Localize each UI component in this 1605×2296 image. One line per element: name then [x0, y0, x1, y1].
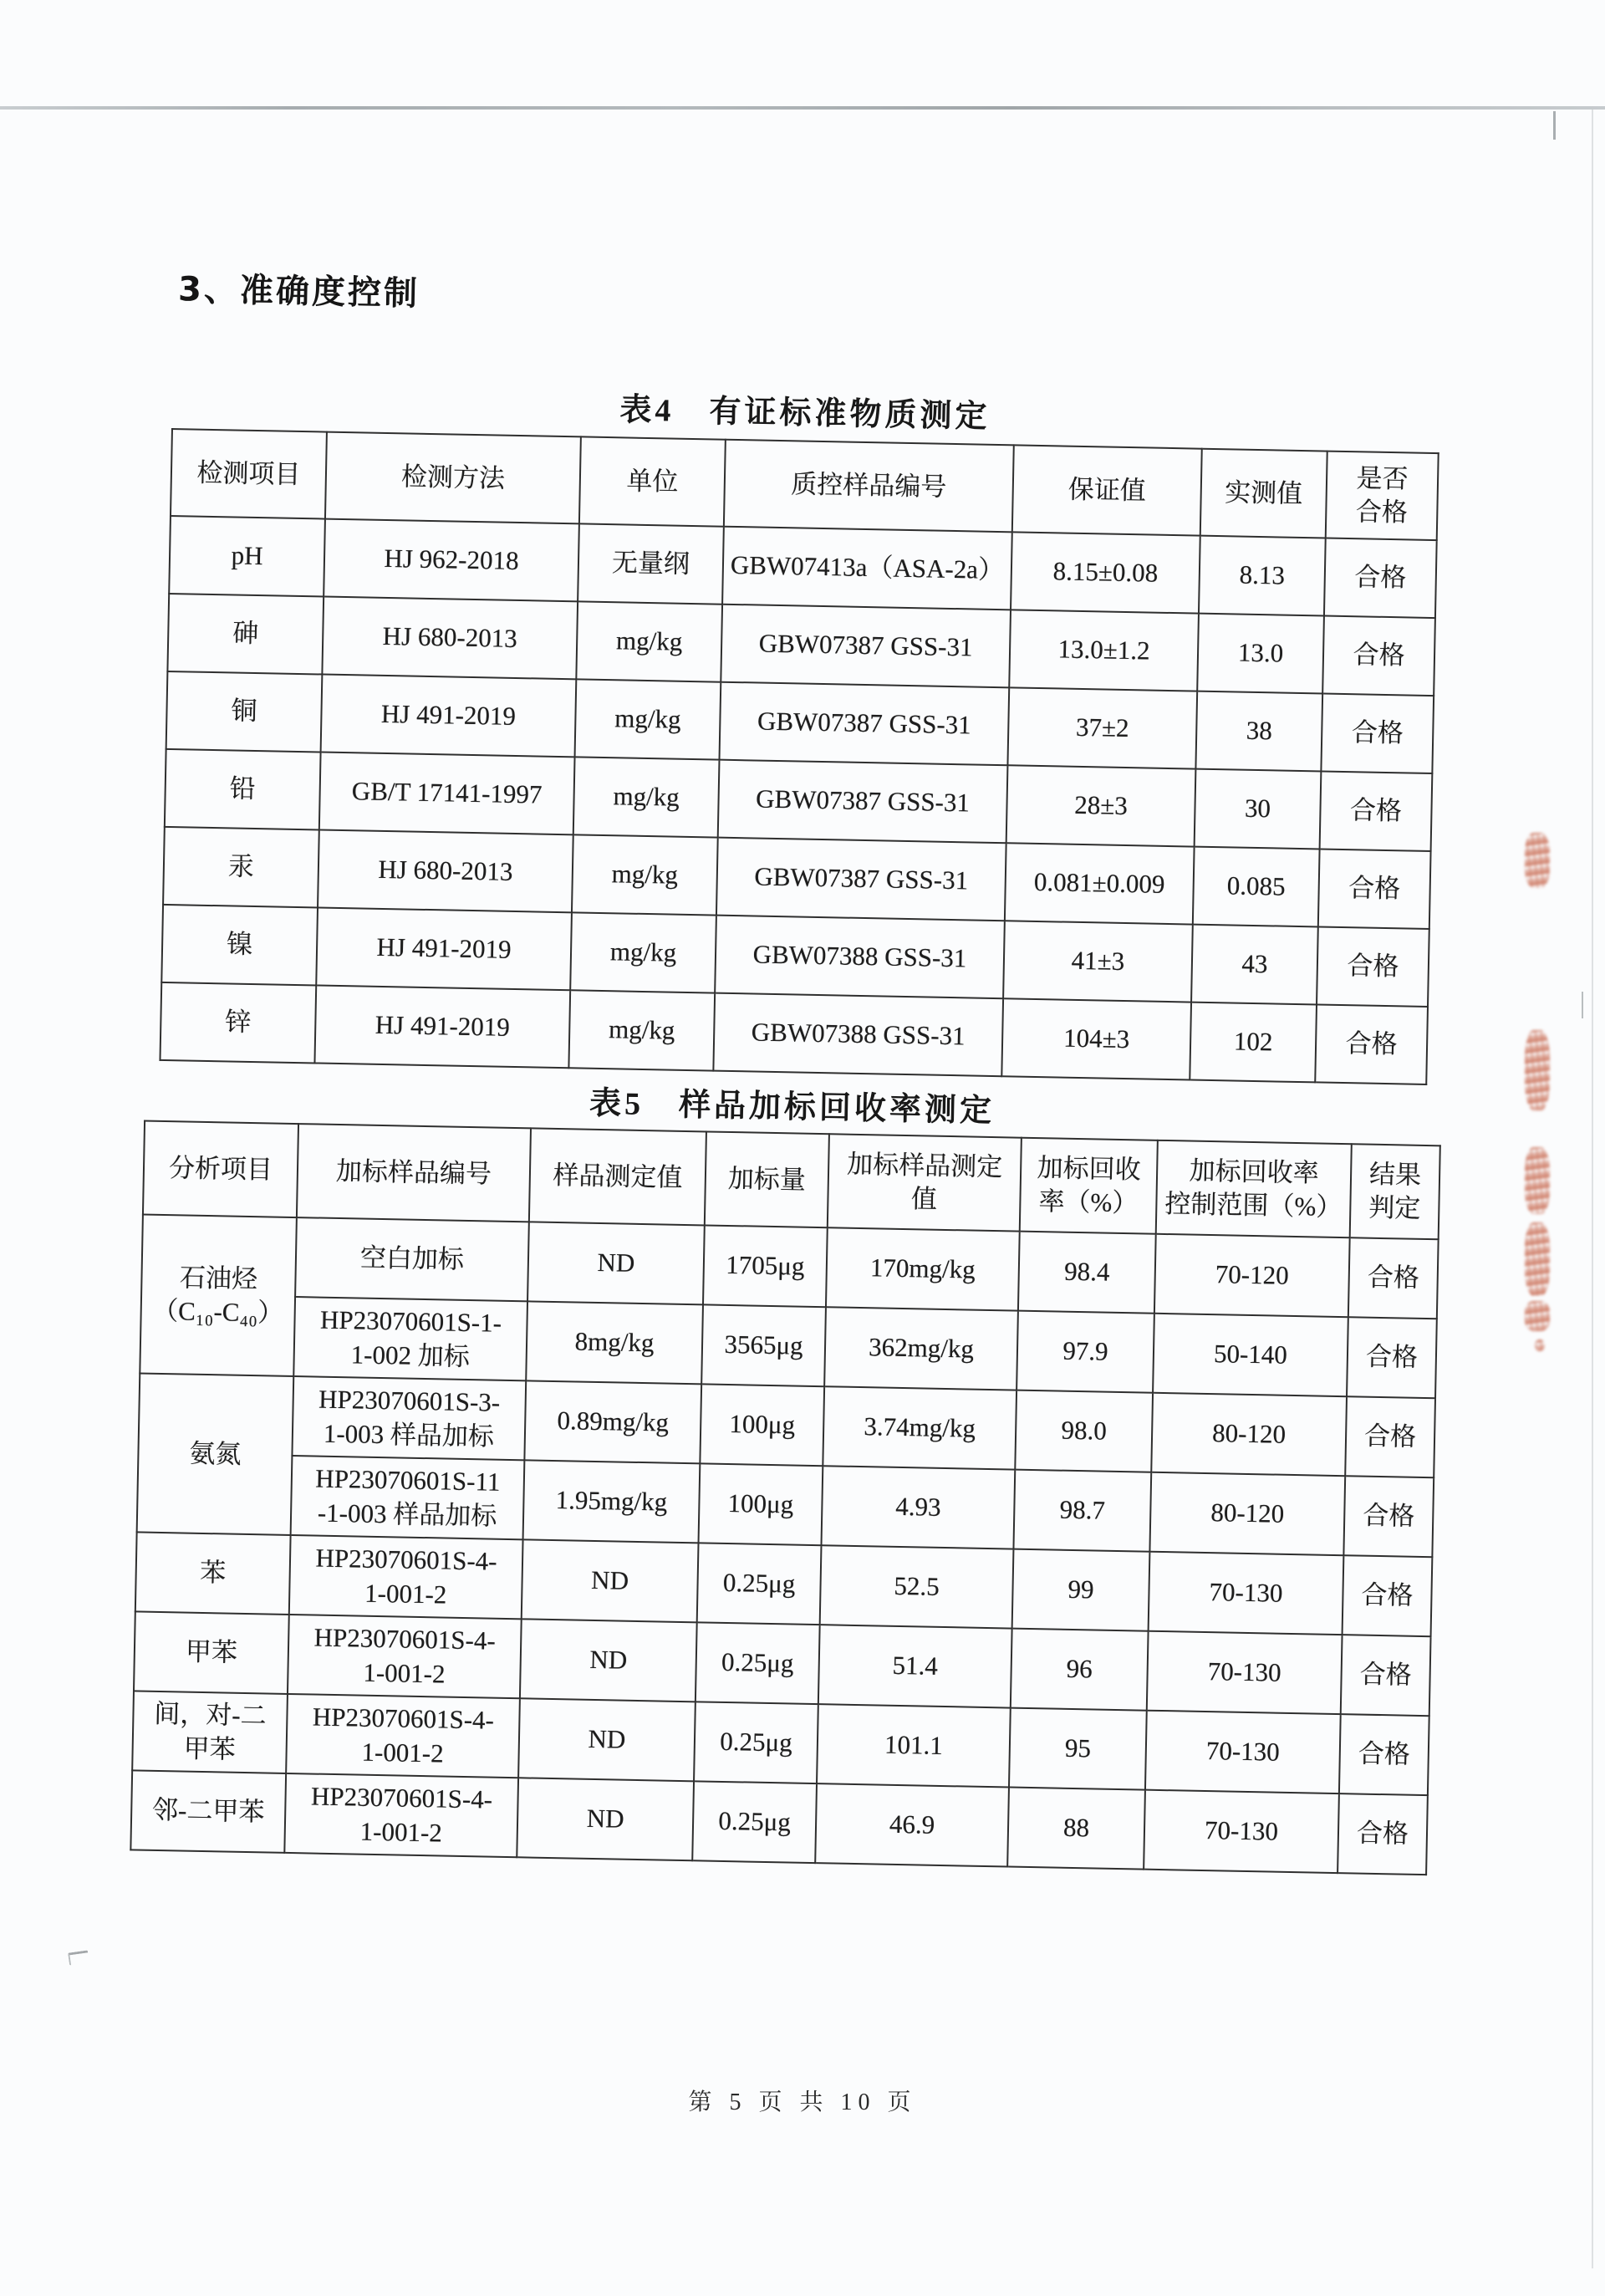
table-cell: 70-130 [1147, 1631, 1343, 1714]
table-header-cell: 结果 判定 [1350, 1144, 1440, 1239]
table-cell: 102 [1190, 1003, 1317, 1083]
table-cell: HP23070601S-11 -1-003 样品加标 [291, 1456, 525, 1539]
table-cell: 51.4 [818, 1625, 1012, 1707]
table5-title: 表5 样品加标回收率测定 [588, 1085, 996, 1130]
analyte-cell: 甲苯 [134, 1611, 289, 1694]
table-cell: 50-140 [1153, 1314, 1348, 1396]
table-header-cell: 分析项目 [143, 1121, 298, 1218]
table-header-cell: 保证值 [1012, 445, 1202, 535]
table-cell: ND [520, 1619, 697, 1702]
table-cell: 70-120 [1154, 1234, 1350, 1317]
table-cell: 38 [1195, 691, 1322, 772]
table-cell: ND [517, 1778, 694, 1860]
table-cell: 8mg/kg [526, 1301, 703, 1384]
table-header-cell: 加标样品测定 值 [828, 1134, 1022, 1231]
table-cell: 37±2 [1007, 687, 1197, 768]
analyte-cell: 石油烃 （C₁₀-C₄₀） [140, 1215, 297, 1376]
table-cell: 13.0±1.2 [1009, 610, 1199, 691]
table-cell: mg/kg [572, 834, 718, 915]
table-cell: 铅 [165, 749, 321, 830]
table-header-cell: 样品测定值 [529, 1128, 706, 1225]
table-header-cell: 加标样品编号 [297, 1124, 531, 1222]
table-cell: GB/T 17141-1997 [319, 752, 575, 834]
table-cell: 43 [1191, 925, 1318, 1005]
table4-title: 表4 有证标准物质测定 [619, 392, 991, 435]
table-cell: HJ 680-2013 [318, 829, 573, 912]
table-cell: 0.25μg [696, 1622, 820, 1704]
table-cell: HJ 680-2013 [322, 597, 578, 680]
table-cell: 170mg/kg [826, 1227, 1020, 1310]
table-cell: 70-130 [1144, 1790, 1339, 1873]
table-cell: GBW07413a（ASA-2a） [722, 527, 1012, 610]
analyte-cell: 苯 [135, 1532, 291, 1615]
table-header-cell: 检测项目 [171, 429, 327, 519]
table-cell: pH [169, 516, 325, 597]
analyte-cell: 邻-二甲苯 [130, 1770, 286, 1853]
table-cell: HJ 491-2019 [316, 907, 572, 990]
table-cell: 3.74mg/kg [823, 1386, 1016, 1469]
table4-certified-reference-materials [159, 428, 1439, 1085]
table-cell: 41±3 [1003, 921, 1193, 1002]
table-cell: GBW07387 GSS-31 [716, 838, 1006, 921]
table-header-cell: 是否 合格 [1326, 452, 1439, 541]
table-cell: 合格 [1348, 1237, 1439, 1319]
table-cell: 88 [1007, 1788, 1145, 1870]
table-cell: 0.25μg [697, 1543, 822, 1625]
table-cell: 合格 [1321, 693, 1434, 773]
table-cell: 101.1 [817, 1704, 1011, 1787]
table-cell: HJ 491-2019 [321, 675, 577, 758]
table-header-cell: 单位 [579, 436, 726, 526]
section-heading: 3、准确度控制 [177, 270, 420, 314]
table-cell: 空白加标 [295, 1217, 529, 1301]
table-cell: 合格 [1347, 1317, 1437, 1398]
table-cell: 锌 [160, 982, 316, 1064]
table-cell: 99 [1012, 1549, 1150, 1631]
table-cell: ND [522, 1539, 699, 1622]
table-cell: 0.25μg [694, 1702, 818, 1783]
table-cell: 80-120 [1151, 1393, 1347, 1476]
table-cell: HP23070601S-4- 1-001-2 [288, 1615, 522, 1698]
table-cell: 8.15±0.08 [1011, 532, 1200, 613]
table5-spike-recovery [130, 1120, 1440, 1876]
table-cell: GBW07388 GSS-31 [713, 993, 1003, 1077]
table-cell: 13.0 [1197, 614, 1324, 694]
table-cell: 362mg/kg [824, 1307, 1018, 1390]
table-cell: 合格 [1343, 1476, 1434, 1557]
table-header-cell: 加标回收 率（%） [1020, 1138, 1158, 1234]
table-cell: 95 [1009, 1708, 1147, 1790]
table-cell: 70-130 [1149, 1552, 1344, 1635]
table-header-cell: 质控样品编号 [724, 440, 1014, 533]
analyte-cell: 间，对-二 甲苯 [132, 1691, 288, 1773]
table-cell: 30 [1195, 769, 1322, 850]
table-cell: 28±3 [1006, 765, 1196, 846]
table-cell: 砷 [167, 594, 324, 675]
table-cell: 98.0 [1015, 1390, 1153, 1472]
table-cell: HJ 962-2018 [324, 519, 579, 602]
table-cell: HP23070601S-4- 1-001-2 [286, 1694, 520, 1778]
table-cell: 合格 [1318, 849, 1431, 929]
table-cell: 合格 [1339, 1714, 1429, 1795]
analyte-cell: 氨氮 [137, 1373, 294, 1534]
table-cell: 3565μg [701, 1304, 826, 1386]
table-cell: GBW07387 GSS-31 [721, 605, 1011, 688]
table-cell: 0.89mg/kg [524, 1380, 701, 1463]
table-cell: 0.25μg [692, 1781, 817, 1863]
table-cell: HP23070601S-3- 1-003 样品加标 [292, 1376, 526, 1460]
table-cell: 合格 [1345, 1396, 1435, 1477]
table-cell: 合格 [1317, 926, 1429, 1007]
table-cell: HP23070601S-1- 1-002 加标 [293, 1297, 527, 1380]
table-header-cell: 实测值 [1200, 449, 1327, 538]
table-header-cell: 加标量 [705, 1131, 829, 1227]
table-cell: 100μg [700, 1384, 824, 1466]
table-cell: 8.13 [1199, 536, 1326, 616]
table-cell: 无量纲 [578, 523, 724, 604]
table-cell: 合格 [1341, 1635, 1431, 1716]
table-cell: 100μg [699, 1463, 823, 1545]
table-cell: 合格 [1343, 1555, 1433, 1636]
table-cell: mg/kg [575, 679, 721, 759]
table-cell: 97.9 [1016, 1311, 1154, 1393]
table-cell: GBW07387 GSS-31 [720, 682, 1010, 766]
table-cell: mg/kg [568, 990, 715, 1070]
table-cell: 4.93 [821, 1466, 1015, 1549]
table-cell: 1705μg [703, 1225, 828, 1307]
table-cell: 1.95mg/kg [523, 1460, 701, 1543]
table-cell: 合格 [1324, 538, 1437, 619]
table-cell: ND [527, 1222, 705, 1304]
table-cell: 98.7 [1013, 1470, 1151, 1552]
table-cell: 98.4 [1018, 1232, 1156, 1314]
table-cell: GBW07388 GSS-31 [715, 916, 1005, 999]
table-cell: 合格 [1315, 1004, 1428, 1084]
table-header-cell: 加标回收率 控制范围（%） [1156, 1140, 1352, 1237]
table-cell: mg/kg [570, 912, 716, 992]
table-cell: 铜 [166, 671, 323, 753]
table-header-cell: 检测方法 [325, 432, 581, 524]
table-cell: 合格 [1320, 771, 1433, 851]
table-cell: 52.5 [820, 1545, 1014, 1628]
table-cell: 镍 [161, 905, 318, 986]
table-cell: 0.081±0.009 [1005, 843, 1195, 924]
table-cell: 96 [1011, 1629, 1149, 1711]
table-cell: mg/kg [573, 757, 720, 837]
table-cell: 合格 [1322, 616, 1435, 696]
table-cell: 104±3 [1001, 998, 1191, 1079]
table-cell: HP23070601S-4- 1-001-2 [289, 1535, 523, 1619]
table-cell: 46.9 [815, 1783, 1009, 1866]
table-cell: 0.085 [1193, 847, 1320, 927]
table-cell: HP23070601S-4- 1-001-2 [284, 1773, 518, 1857]
page-number: 第 5 页 共 10 页 [688, 2089, 917, 2115]
table-cell: 70-130 [1145, 1711, 1341, 1793]
table-cell: ND [518, 1698, 696, 1781]
table-cell: GBW07387 GSS-31 [718, 760, 1008, 844]
table-cell: 汞 [163, 827, 319, 908]
table-cell: mg/kg [576, 601, 722, 681]
table-cell: HJ 491-2019 [314, 985, 570, 1068]
table-cell: 合格 [1338, 1793, 1428, 1875]
table-cell: 80-120 [1149, 1472, 1345, 1555]
